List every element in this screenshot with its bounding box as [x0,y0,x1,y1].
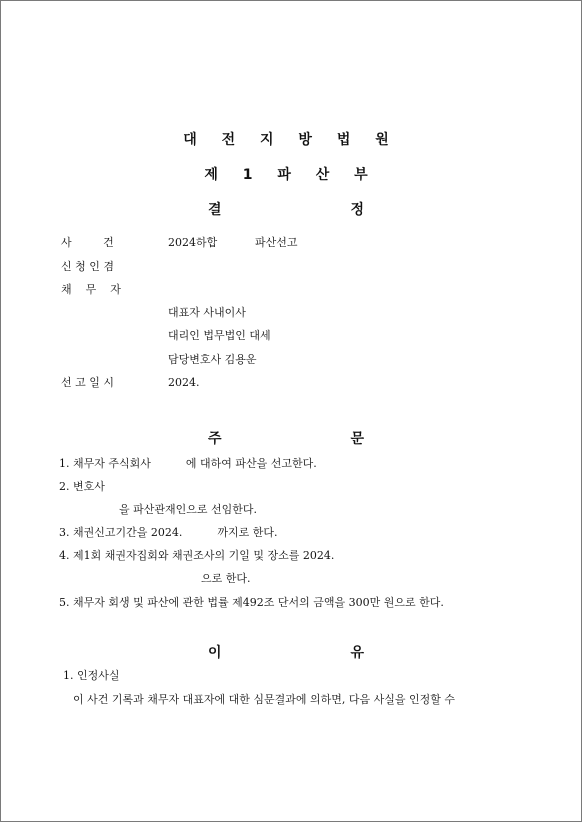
document-type: 결 정 [207,202,375,218]
case-label: 사 건 [61,236,114,249]
case-name: 파산선고 [255,236,298,249]
section-text: 이 사건 기록과 채무자 대표자에 대한 심문결과에 의하면, 다음 사실을 인정할 수 [73,693,455,706]
order-item: 4. 제1회 채권자집회와 채권조사의 기일 및 장소를 2024. [59,549,335,562]
representative: 대표자 사내이사 [168,306,246,319]
declaration-date: 2024. [168,376,200,389]
division-name: 제 1 파 산 부 [204,167,378,183]
agent: 대리인 법무법인 대세 [168,329,271,342]
order-item: 을 파산관재인으로 선임한다. [119,503,258,516]
case-number: 2024하합 [168,236,218,249]
section-title: 1. 인정사실 [63,669,120,682]
order-item: 으로 한다. [201,572,251,585]
attorney: 담당변호사 김용운 [168,353,257,366]
order-heading: 주 문 [207,431,375,447]
court-name: 대 전 지 방 법 원 [183,132,399,148]
reasons-heading: 이 유 [207,645,375,661]
order-item: 1. 채무자 주식회사 에 대하여 파산을 선고한다. [59,457,317,470]
declaration-date-label: 선 고 일 시 [61,376,114,389]
applicant-label: 신 청 인 겸 [61,260,114,273]
order-item: 2. 변호사 [59,480,105,493]
order-item: 3. 채권신고기간을 2024. 까지로 한다. [59,526,278,539]
order-item: 5. 채무자 회생 및 파산에 관한 법률 제492조 단서의 금액을 300만 원으로 한다. [59,596,444,609]
debtor-label: 채 무 자 [61,283,121,296]
